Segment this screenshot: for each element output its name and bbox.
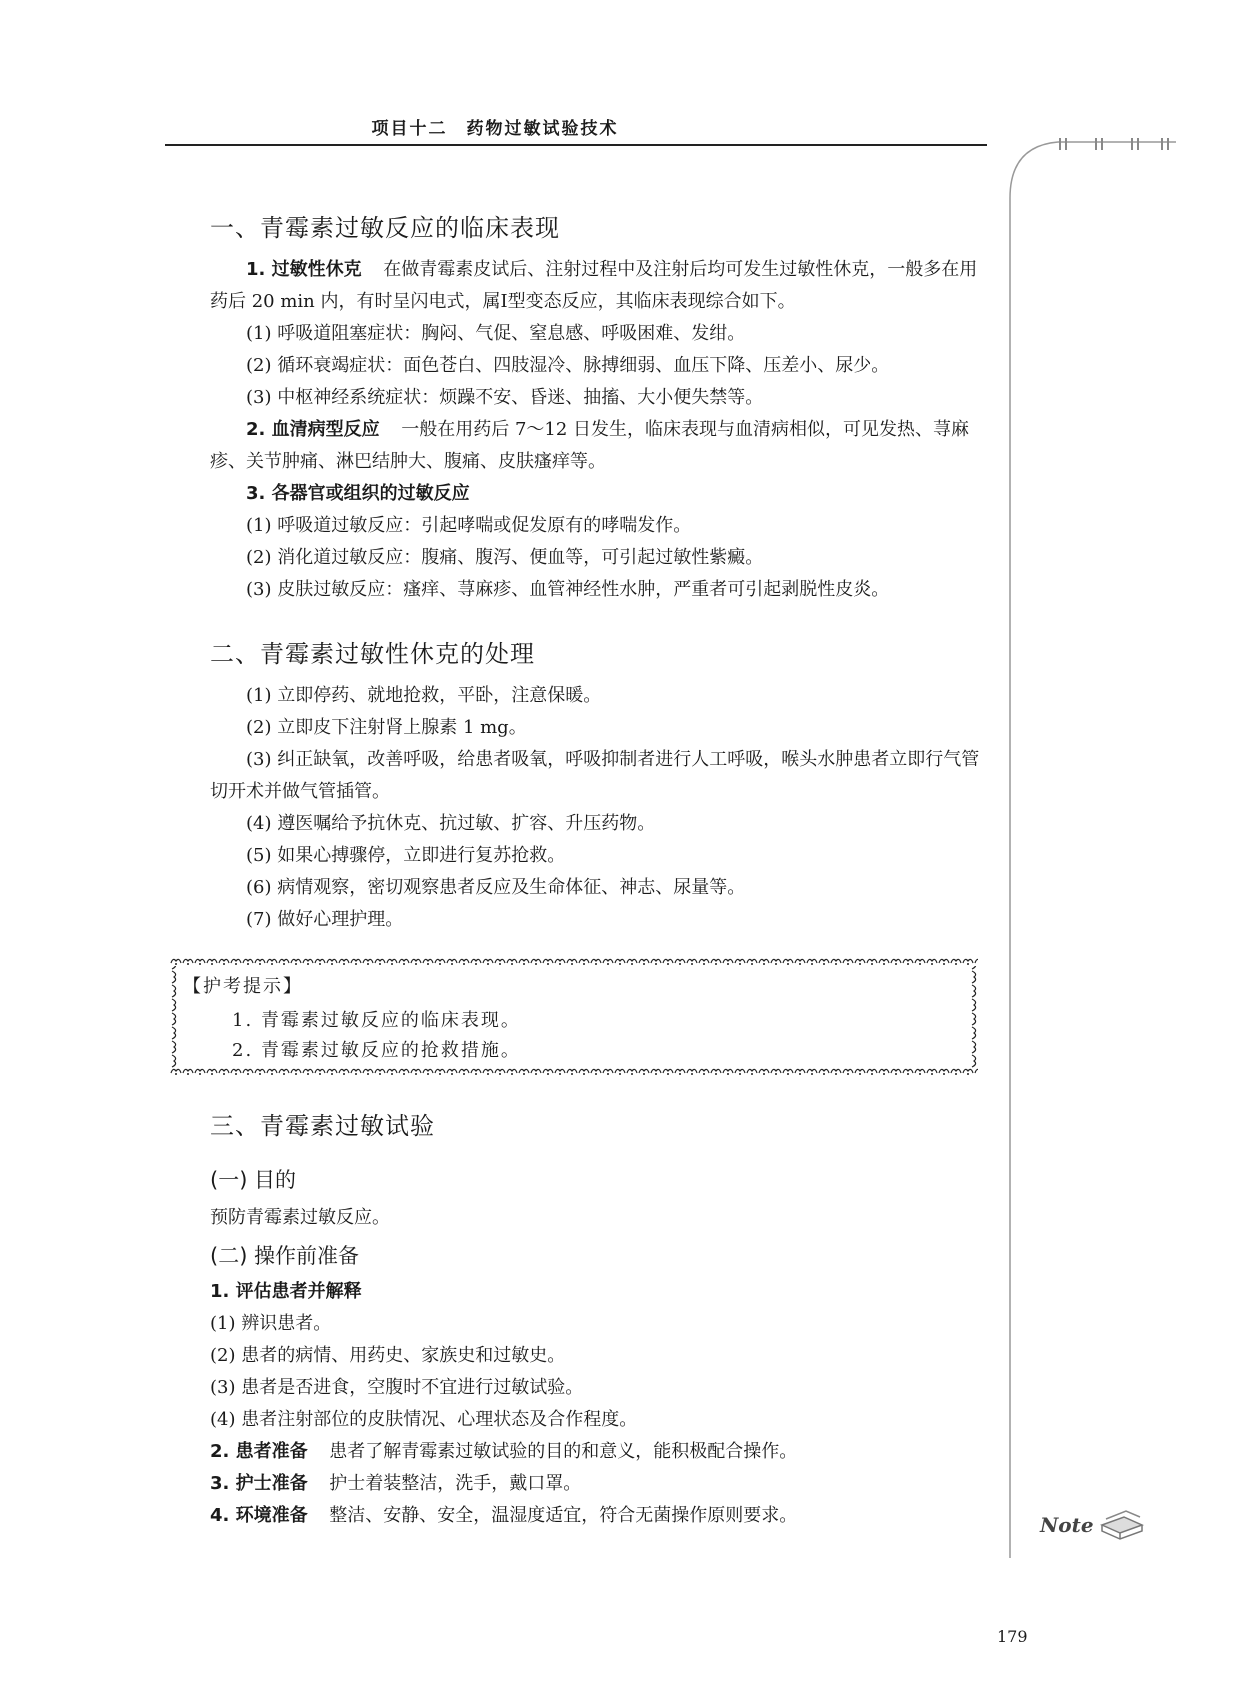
section1-p1-list <box>210 318 990 414</box>
section1-paragraph2 <box>210 414 990 478</box>
list-item: (1) 立即停药、就地抢救，平卧，注意保暖。 <box>246 685 602 706</box>
tip-item: 1. 青霉素过敏反应的临床表现。 <box>232 1010 521 1031</box>
env-prep-label: 4. 环境准备 <box>210 1505 308 1526</box>
env-prep-text: 整洁、安静、安全，温湿度适宜，符合无菌操作原则要求。 <box>329 1505 798 1526</box>
purpose-text <box>210 1202 990 1234</box>
subsection-purpose: (一) 目的 <box>210 1168 297 1192</box>
shock-text: 在做青霉素皮试后、注射过程中及注射后均可发生过敏性休克，一般多在用药后 20 min 内，有时呈闪电式，属Ⅰ型变态反应，其临床表现综合如下。 <box>210 259 978 312</box>
list-item: (1) 呼吸道阻塞症状：胸闷、气促、窒息感、呼吸困难、发绀。 <box>246 323 746 344</box>
margin-decoration <box>1008 138 1178 1558</box>
serum-text: 一般在用药后 7～12 日发生，临床表现与血清病相似，可见发热、荨麻疹、关节肿痛、淋巴结肿大、腹痛、皮肤瘙痒等。 <box>210 419 970 472</box>
shock-label: 1. 过敏性休克 <box>246 259 362 280</box>
assess-label: 1. 评估患者并解释 <box>210 1281 362 1302</box>
patient-prep-label: 2. 患者准备 <box>210 1441 308 1462</box>
preparation-list <box>210 1276 990 1532</box>
section2-list <box>210 680 990 744</box>
tip-title: 【护考提示】 <box>183 976 303 997</box>
section1-paragraph1 <box>210 254 990 318</box>
list-item: (4) 遵医嘱给予抗休克、抗过敏、扩容、升压药物。 <box>246 813 656 834</box>
section1-paragraph3 <box>210 478 990 606</box>
nurse-prep-label: 3. 护士准备 <box>210 1473 308 1494</box>
list-item: (3) 患者是否进食，空腹时不宜进行过敏试验。 <box>210 1377 584 1398</box>
list-item: (3) 皮肤过敏反应：瘙痒、荨麻疹、血管神经性水肿，严重者可引起剥脱性皮炎。 <box>246 579 890 600</box>
list-item: (2) 立即皮下注射肾上腺素 1 mg。 <box>246 717 527 738</box>
subsection-preparation: (二) 操作前准备 <box>210 1244 360 1268</box>
list-item: (3) 纠正缺氧，改善呼吸，给患者吸氧，呼吸抑制者进行人工呼吸，喉头水肿患者立即行气管切开术并做气管插管。 <box>210 749 980 802</box>
patient-prep-text: 患者了解青霉素过敏试验的目的和意义，能积极配合操作。 <box>329 1441 798 1462</box>
list-item: (2) 循环衰竭症状：面色苍白、四肢湿冷、脉搏细弱、血压下降、压差小、尿少。 <box>246 355 890 376</box>
section2-item3 <box>210 744 990 808</box>
nurse-prep-text: 护士着装整洁，洗手，戴口罩。 <box>329 1473 582 1494</box>
section2-heading: 二、青霉素过敏性休克的处理 <box>210 640 535 668</box>
section3-heading: 三、青霉素过敏试验 <box>210 1112 435 1140</box>
list-item: (4) 患者注射部位的皮肤情况、心理状态及合作程度。 <box>210 1409 638 1430</box>
note-mark: Note <box>1040 1513 1094 1537</box>
purpose-text-line: 预防青霉素过敏反应。 <box>210 1207 390 1228</box>
running-header: 项目十二 药物过敏试验技术 <box>371 119 619 139</box>
header-rule <box>165 144 987 146</box>
list-item: (1) 呼吸道过敏反应：引起哮喘或促发原有的哮喘发作。 <box>246 515 692 536</box>
list-item: (2) 消化道过敏反应：腹痛、腹泻、便血等，可引起过敏性紫癜。 <box>246 547 764 568</box>
list-item: (3) 中枢神经系统症状：烦躁不安、昏迷、抽搐、大小便失禁等。 <box>246 387 764 408</box>
list-item: (6) 病情观察，密切观察患者反应及生命体征、神志、尿量等。 <box>246 877 746 898</box>
tip-item: 2. 青霉素过敏反应的抢救措施。 <box>232 1040 521 1061</box>
section2-list-rest <box>210 808 990 936</box>
section1-heading: 一、青霉素过敏反应的临床表现 <box>210 214 560 242</box>
list-item: (1) 辨识患者。 <box>210 1313 332 1334</box>
page-number: 179 <box>997 1627 1028 1646</box>
list-item: (5) 如果心搏骤停，立即进行复苏抢救。 <box>246 845 566 866</box>
exam-tip-box <box>170 956 978 1078</box>
note-book-icon <box>1098 1503 1146 1543</box>
organ-label: 3. 各器官或组织的过敏反应 <box>246 483 470 504</box>
list-item: (2) 患者的病情、用药史、家族史和过敏史。 <box>210 1345 566 1366</box>
serum-label: 2. 血清病型反应 <box>246 419 380 440</box>
list-item: (7) 做好心理护理。 <box>246 909 404 930</box>
